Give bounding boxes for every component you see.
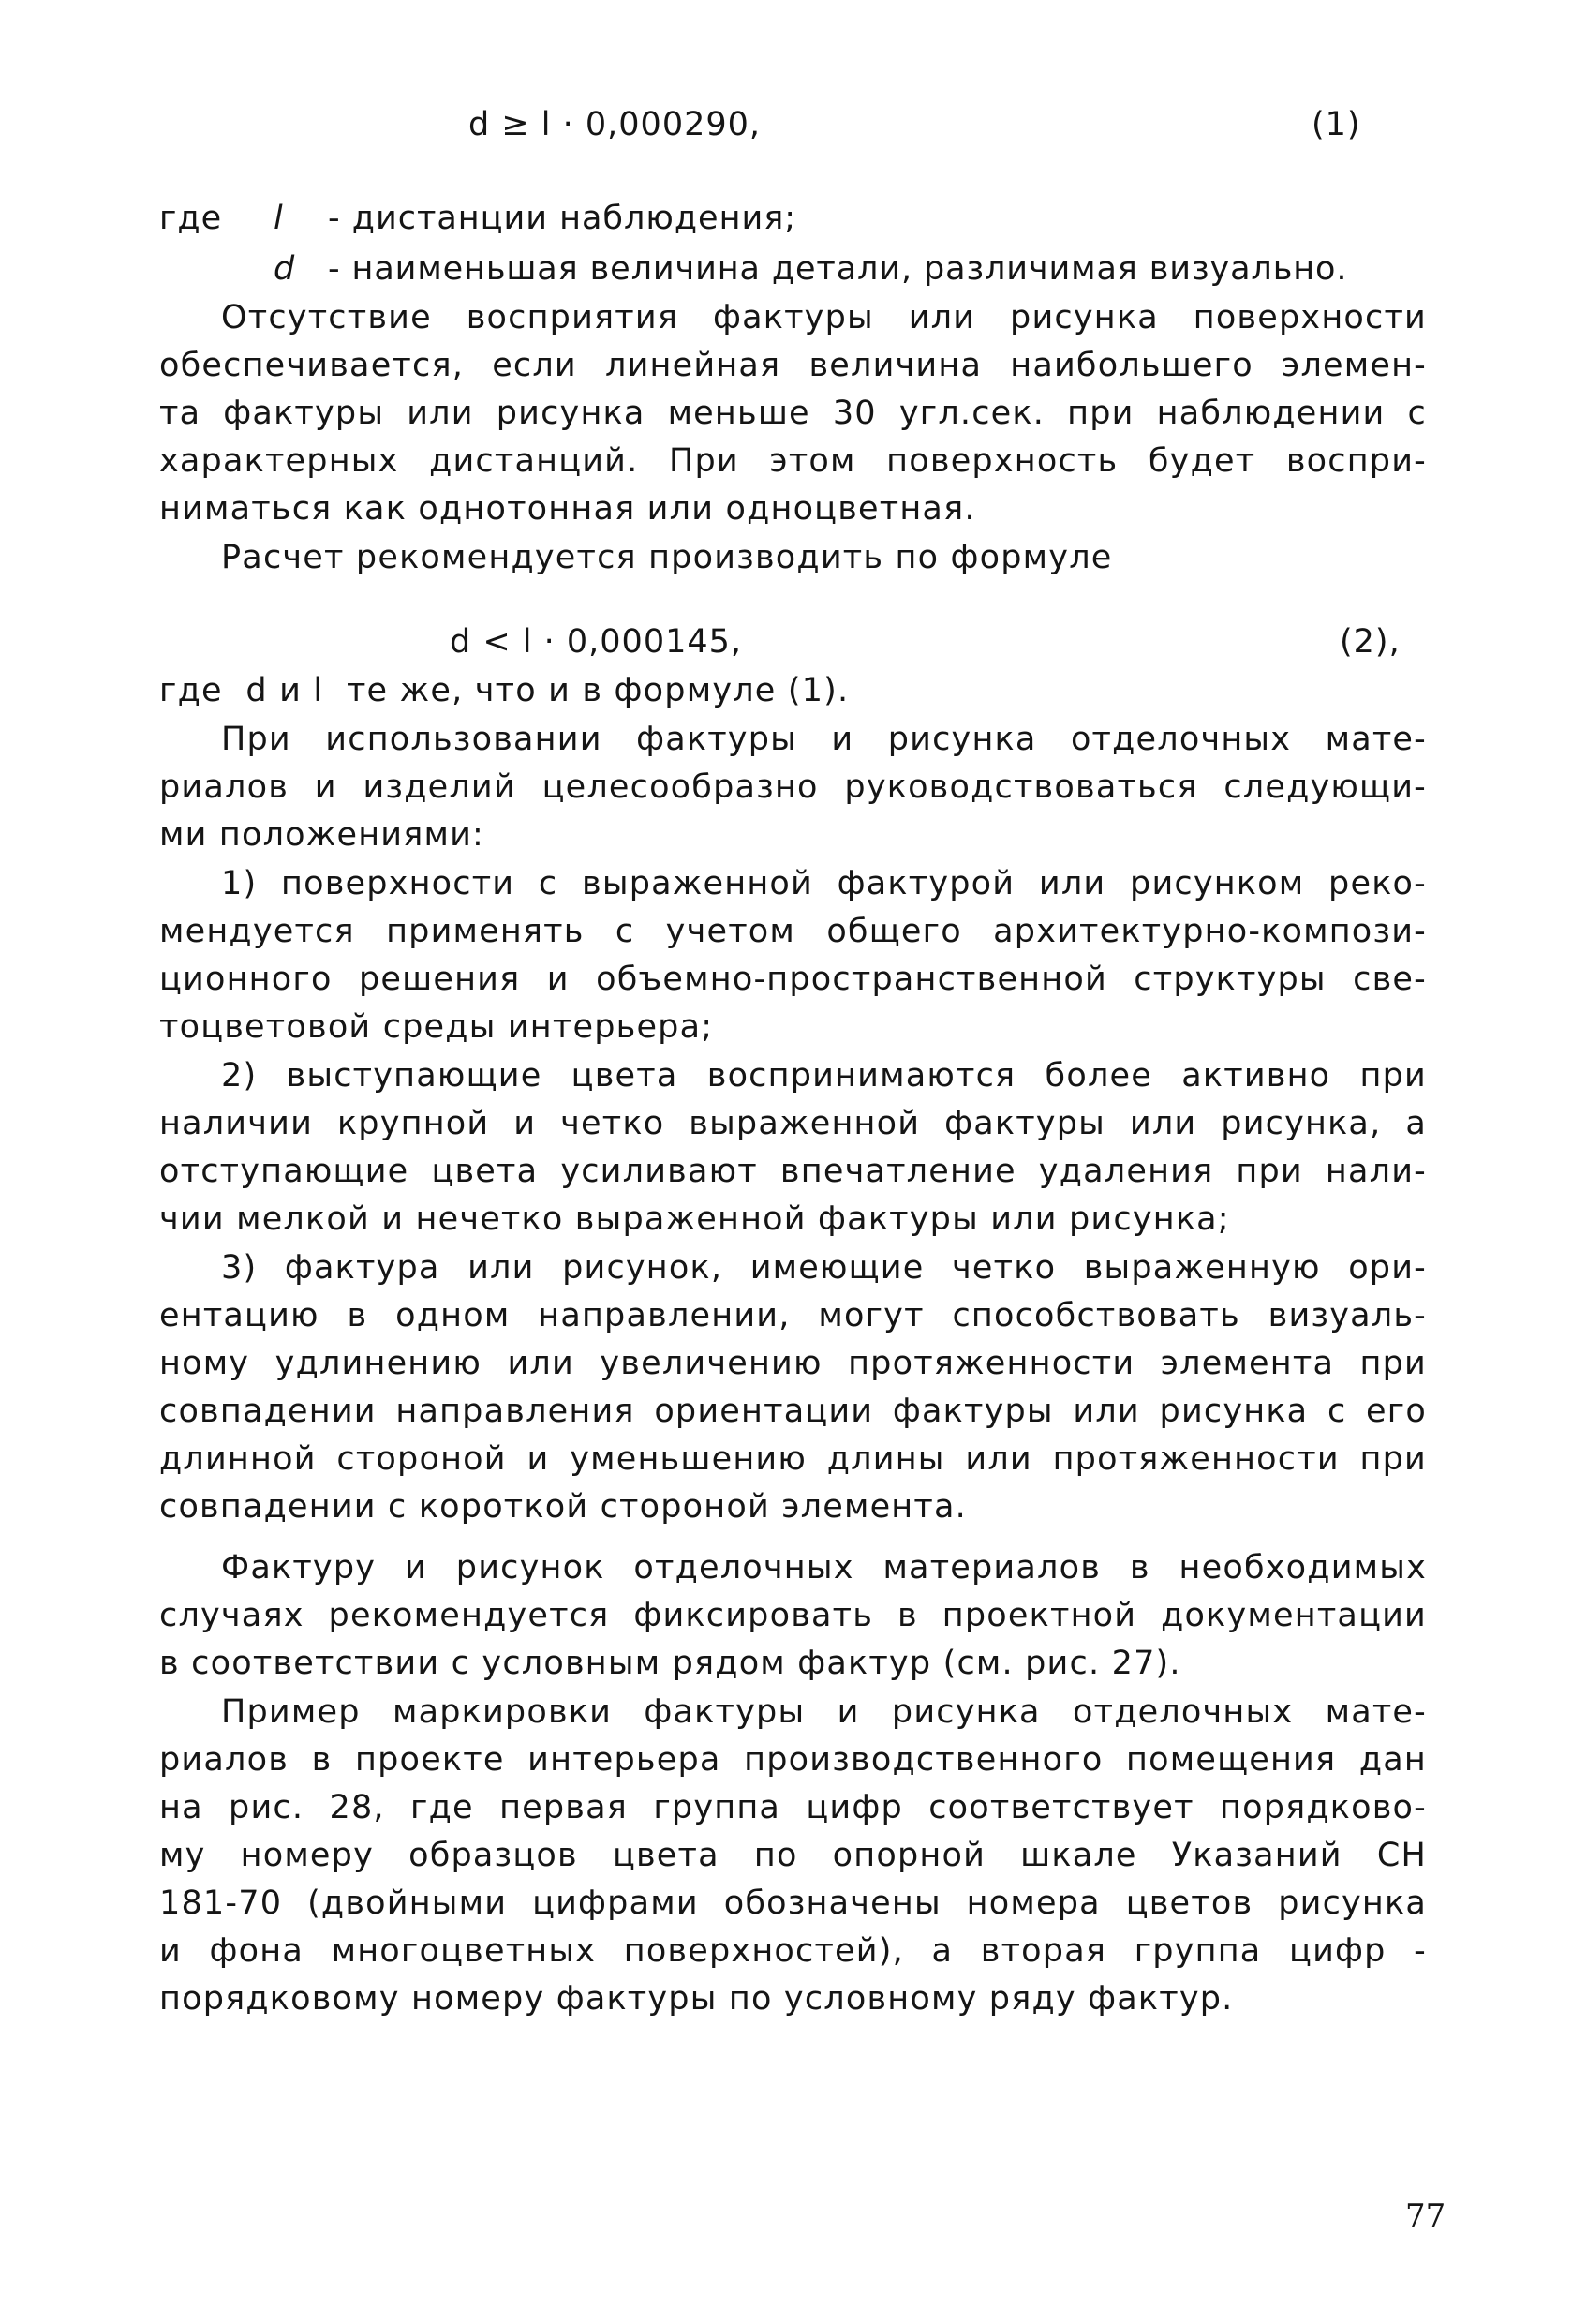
formula-2: d < l · 0,000145, — [450, 623, 743, 661]
legend-d-text: - наименьшая величина детали, различимая визуально. — [328, 250, 1348, 288]
formula-2-number: (2), — [1340, 623, 1401, 661]
item2-line-4: чии мелкой и нечетко выраженной фактуры или рисунка; — [159, 1200, 1230, 1238]
para6-line-7: порядковому номеру фактуры по условному ряду фактур. — [159, 1980, 1234, 2018]
legend-d-symbol: d — [274, 250, 296, 288]
para1-line-4: характерных дистанций. При этом поверхность будет воспри- — [159, 442, 1427, 480]
para6-line-3: на рис. 28, где первая группа цифр соответствует порядково- — [159, 1789, 1427, 1826]
item3-line-1: 3) фактура или рисунок, имеющие четко выраженную ори- — [221, 1249, 1427, 1287]
item1-line-1: 1) поверхности с выраженной фактурой или рисунком реко- — [221, 865, 1427, 902]
formula-1: d ≥ l · 0,000290, — [468, 106, 762, 143]
para1-line-1: Отсутствие восприятия фактуры или рисунка поверхности — [221, 299, 1427, 336]
para4-line-2: риалов и изделий целесообразно руководствоваться следующи- — [159, 768, 1427, 806]
item3-line-3: ному удлинению или увеличению протяженности элемента при — [159, 1345, 1427, 1382]
para6-line-5: 181-70 (двойными цифрами обозначены номера цветов рисунка — [159, 1885, 1427, 1922]
para5-line-1: Фактуру и рисунок отделочных материалов в необходимых — [221, 1549, 1427, 1587]
para4-line-3: ми положениями: — [159, 816, 485, 854]
para6-line-4: му номеру образцов цвета по опорной шкале Указаний СН — [159, 1837, 1427, 1874]
para1-line-5: ниматься как однотонная или одноцветная. — [159, 490, 976, 528]
para6-line-1: Пример маркировки фактуры и рисунка отделочных мате- — [221, 1693, 1427, 1731]
para6-line-2: риалов в проекте интерьера производственного помещения дан — [159, 1741, 1427, 1779]
para1-line-3: та фактуры или рисунка меньше 30 угл.сек. при наблюдении с — [159, 395, 1427, 432]
para2: Расчет рекомендуется производить по формуле — [221, 539, 1113, 576]
legend-l-prefix: где — [159, 200, 223, 237]
para6-line-6: и фона многоцветных поверхностей), а вторая группа цифр - — [159, 1932, 1427, 1970]
item3-line-2: ентацию в одном направлении, могут способствовать визуаль- — [159, 1297, 1427, 1334]
item1-line-2: мендуется применять с учетом общего архитектурно-компози- — [159, 913, 1427, 950]
item2-line-3: отступающие цвета усиливают впечатление удаления при нали- — [159, 1153, 1427, 1190]
item2-line-2: наличии крупной и четко выраженной фактуры или рисунка, а — [159, 1105, 1427, 1142]
para4-line-1: При использовании фактуры и рисунка отделочных мате- — [221, 721, 1427, 758]
para5-line-3: в соответствии с условным рядом фактур (см. рис. 27). — [159, 1645, 1181, 1682]
formula-1-number: (1) — [1312, 106, 1361, 143]
item1-line-3: ционного решения и объемно-пространственной структуры све- — [159, 961, 1427, 998]
item3-line-5: длинной стороной и уменьшению длины или протяженности при — [159, 1440, 1427, 1478]
page-number: 77 — [1405, 2197, 1446, 2235]
para5-line-2: случаях рекомендуется фиксировать в проектной документации — [159, 1597, 1427, 1634]
item2-line-1: 2) выступающие цвета воспринимаются более активно при — [221, 1057, 1427, 1095]
item3-line-4: совпадении направления ориентации фактуры или рисунка с его — [159, 1393, 1427, 1430]
legend-l-symbol: l — [274, 200, 284, 237]
legend-l-text: - дистанции наблюдения; — [328, 200, 797, 237]
para1-line-2: обеспечивается, если линейная величина наибольшего элемен- — [159, 347, 1427, 384]
para3: где d и l те же, что и в формуле (1). — [159, 672, 850, 709]
item3-line-6: совпадении с короткой стороной элемента. — [159, 1488, 967, 1526]
item1-line-4: тоцветовой среды интерьера; — [159, 1008, 714, 1046]
